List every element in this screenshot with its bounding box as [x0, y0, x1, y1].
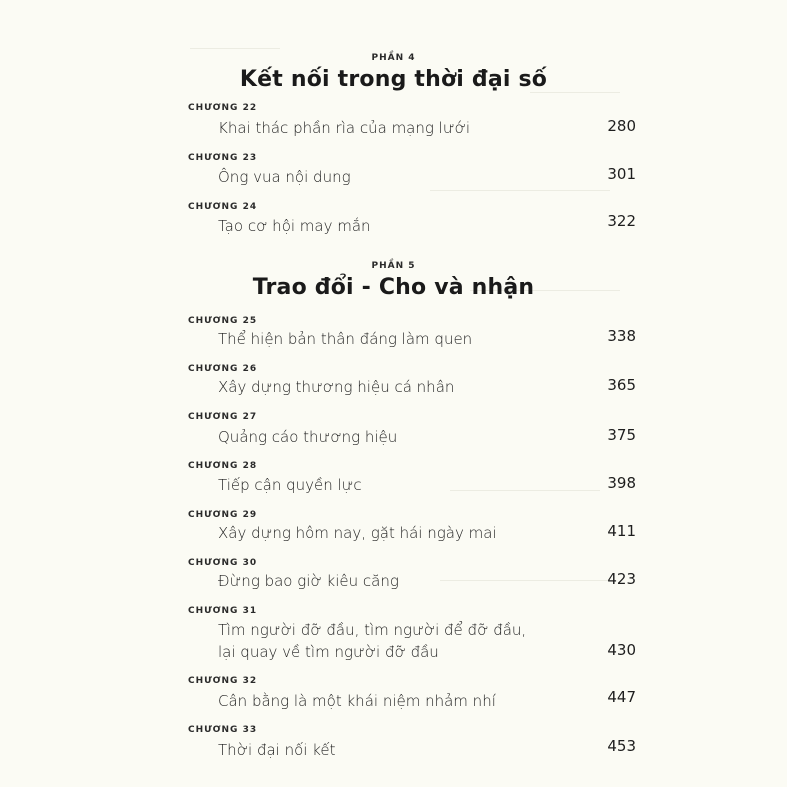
- chapter-page-number: 398: [607, 474, 636, 492]
- chapter-page-number: 338: [607, 327, 636, 345]
- part-title: Kết nối trong thời đại số: [239, 67, 548, 92]
- chapter-title: Cân bằng là một khái niệm nhảm nhí: [218, 692, 496, 710]
- chapter-page-number: 447: [607, 688, 636, 706]
- chapter-label: CHƯƠNG 22: [188, 103, 258, 113]
- part-label: PHẦN 5: [371, 261, 416, 271]
- bleed-through-line: [530, 92, 620, 93]
- chapter-page-number: 365: [607, 376, 636, 394]
- chapter-title: Tìm người đỡ đầu, tìm người để đỡ đầu,: [218, 621, 527, 639]
- chapter-page-number: 423: [607, 570, 636, 588]
- chapter-page-number: 411: [607, 522, 636, 540]
- chapter-title: Xây dựng thương hiệu cá nhân: [218, 378, 455, 396]
- chapter-page-number: 322: [607, 212, 636, 230]
- chapter-page-number: 375: [607, 426, 636, 444]
- chapter-title: Khai thác phần rìa của mạng lưới: [218, 119, 471, 137]
- chapter-title: Tiếp cận quyền lực: [218, 476, 362, 494]
- chapter-title: Ông vua nội dung: [218, 168, 351, 186]
- chapter-label: CHƯƠNG 26: [188, 364, 258, 374]
- chapter-label: CHƯƠNG 24: [188, 202, 258, 212]
- chapter-label: CHƯƠNG 29: [188, 510, 258, 520]
- chapter-title-continued: lại quay về tìm người đỡ đầu: [218, 643, 439, 661]
- chapter-label: CHƯƠNG 30: [188, 558, 258, 568]
- chapter-label: CHƯƠNG 32: [188, 676, 258, 686]
- chapter-label: CHƯƠNG 27: [188, 412, 258, 422]
- chapter-label: CHƯƠNG 23: [188, 153, 258, 163]
- chapter-title: Tạo cơ hội may mắn: [218, 217, 371, 235]
- chapter-label: CHƯƠNG 33: [188, 725, 258, 735]
- chapter-page-number: 453: [607, 737, 636, 755]
- chapter-label: CHƯƠNG 28: [188, 461, 258, 471]
- bleed-through-line: [430, 190, 610, 191]
- chapter-label: CHƯƠNG 25: [188, 316, 258, 326]
- chapter-label: CHƯƠNG 31: [188, 606, 258, 616]
- chapter-page-number: 301: [607, 165, 636, 183]
- chapter-title: Thể hiện bản thân đáng làm quen: [218, 330, 473, 348]
- part-label: PHẦN 4: [371, 53, 416, 63]
- chapter-page-number: 430: [607, 641, 636, 659]
- chapter-title: Đừng bao giờ kiêu căng: [218, 572, 399, 590]
- chapter-title: Xây dựng hôm nay, gặt hái ngày mai: [218, 524, 497, 542]
- chapter-title: Quảng cáo thương hiệu: [218, 428, 398, 446]
- chapter-page-number: 280: [607, 117, 636, 135]
- chapter-title: Thời đại nối kết: [218, 741, 336, 759]
- part-title: Trao đổi - Cho và nhận: [252, 275, 535, 300]
- bleed-through-line: [190, 48, 280, 49]
